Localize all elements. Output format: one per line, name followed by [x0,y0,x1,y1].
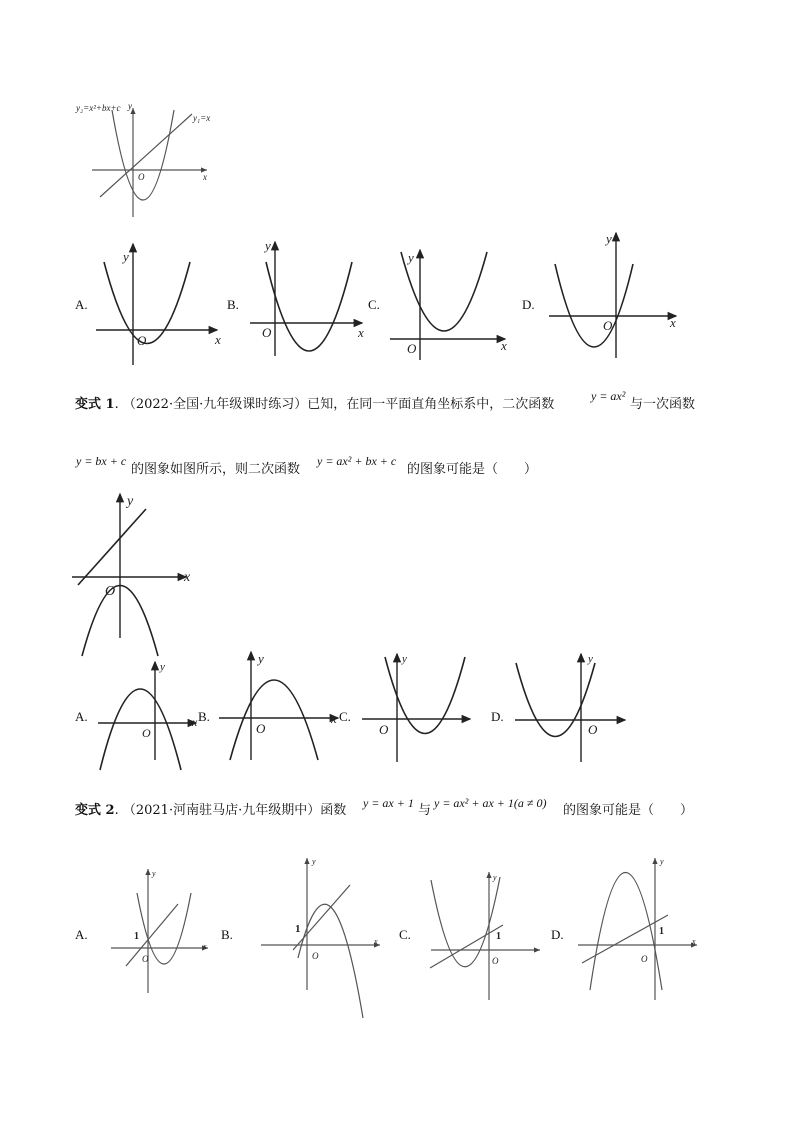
top-y1-label: y₁=x [193,113,211,123]
q1-a-x: x [192,715,198,729]
top-y-label: y [128,101,132,111]
q1-option-a[interactable]: A. [75,709,88,724]
q2-d-one: 1 [659,926,664,937]
q1-line1 [75,398,554,411]
q1-dot: . [114,397,119,412]
q2-c-parabola [431,877,500,967]
q2-d-o: O [641,954,648,964]
q1-text2: 的图象如图所示，则二次函数 [131,462,301,477]
q1-fig-x: x [184,570,191,585]
q0-b-parabola [266,262,352,351]
q1-d-o: O [588,722,598,737]
top-origin: O [138,172,145,182]
q1-option-d[interactable]: D. [491,709,504,724]
q2-d-x: x [692,937,696,946]
q2-mid: 与 [418,803,432,818]
q0-a-o: O [137,333,147,348]
q2-c-o: O [492,956,499,966]
q1-prefix: （2022·全国·九年级课时练习）已知，在同一平面直角坐标系中，二次函数 [122,397,555,412]
q2-a-one: 1 [134,931,139,942]
q1-fig-y: y [127,494,134,509]
q0-b-o: O [262,325,272,340]
q1-fig-o: O [105,584,116,599]
q2-formula-1: y = ax + 1 [363,796,414,810]
q0-a-y: y [123,249,129,264]
q1-c-o: O [379,722,389,737]
q0-option-d[interactable]: D. [522,297,535,312]
q0-d-o: O [603,318,613,333]
q1-formula-3: y = ax² + bx + c [317,454,397,468]
q1-mid: 与一次函数 [630,397,696,412]
q2-formula-2: y = ax² + ax + 1(a ≠ 0) [434,796,547,810]
q1-label: 变式 1 [75,397,115,412]
q1-b-x: x [331,711,337,726]
top-parabola [112,110,174,200]
q0-option-a[interactable]: A. [75,297,88,312]
q1-b-parabola [230,680,318,760]
q1-fig-line [78,509,146,585]
q0-c-parabola [401,252,487,331]
top-y2-label: y₂=x²+bx+c [76,103,121,113]
q0-d-x: x [670,315,676,330]
q1-a-y: y [160,661,165,673]
q2-option-b[interactable]: B. [221,927,233,942]
q1-b-y: y [258,651,264,666]
q0-d-parabola [555,264,633,347]
q2-a-x: x [203,942,207,951]
q2-d-parabola [590,873,662,991]
q2-suffix: 的图象可能是（ ） [563,803,694,818]
q0-option-b[interactable]: B. [227,297,239,312]
q2-a-y: y [152,869,156,878]
q1-formula-2: y = bx + c [76,454,127,468]
q2-b-x: x [374,937,378,946]
q2-b-y: y [312,857,316,866]
q1-a-o: O [142,726,151,740]
q2-a-o: O [142,954,149,964]
q1-suffix: 的图象可能是（ ） [407,462,538,477]
q1-option-c[interactable]: C. [339,709,351,724]
q2-option-d[interactable]: D. [551,927,564,942]
q1-c-y: y [402,653,407,665]
q0-a-x: x [215,332,221,347]
q0-b-x: x [358,325,364,340]
q1-d-parabola [516,663,595,737]
q2-c-one: 1 [496,931,501,942]
q1-option-b[interactable]: B. [198,709,210,724]
q2-label: 变式 2 [75,803,115,818]
q2-b-parabola [298,904,363,1018]
q2-prefix: （2021·河南驻马店·九年级期中）函数 [122,803,347,818]
q2-b-o: O [312,951,319,961]
q1-b-o: O [256,721,266,736]
q1-d-y: y [588,653,593,665]
q2-option-c[interactable]: C. [399,927,411,942]
q2-b-one: 1 [295,923,301,935]
q2-line1 [75,804,346,817]
q2-b-line [293,885,350,950]
q2-option-a[interactable]: A. [75,927,88,942]
q0-a-parabola [104,262,190,344]
q1-formula-1: y = ax² [591,389,626,403]
q0-d-y: y [606,231,612,246]
q0-option-c[interactable]: C. [368,297,380,312]
q0-b-y: y [265,238,271,253]
q0-c-x: x [501,338,507,353]
top-line [100,114,192,197]
q0-c-o: O [407,341,417,356]
q0-c-y: y [408,250,414,265]
q2-c-y: y [493,873,497,882]
top-x-label: x [203,172,207,182]
q2-dot: . [114,803,119,818]
q1-a-parabola [100,689,181,770]
q2-d-y: y [660,857,664,866]
